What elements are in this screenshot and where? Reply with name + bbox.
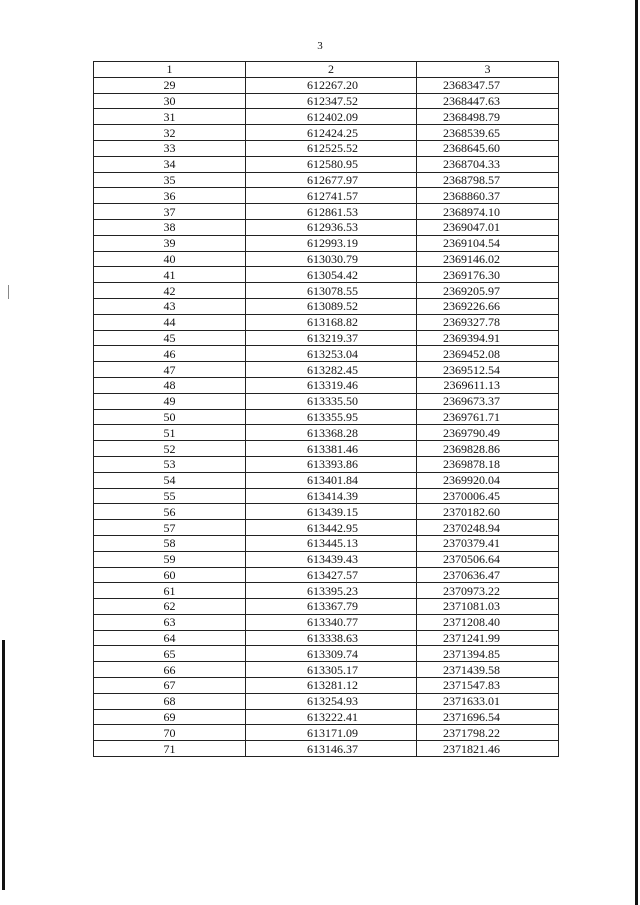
- x-coordinate-cell: 613439.15: [246, 504, 417, 520]
- table-row: [94, 267, 559, 283]
- y-coordinate-cell: 2371798.22: [417, 725, 559, 741]
- point-number-cell: 57: [94, 520, 246, 536]
- table-row: [94, 583, 559, 599]
- point-number-cell: 55: [94, 488, 246, 504]
- x-coordinate-cell: 613089.52: [246, 298, 417, 314]
- y-coordinate-cell: 2369512.54: [417, 362, 559, 378]
- x-coordinate-cell: 613393.86: [246, 456, 417, 472]
- y-coordinate-cell: 2371081.03: [417, 599, 559, 615]
- y-coordinate-cell: 2369176.30: [417, 267, 559, 283]
- table-row: [94, 93, 559, 109]
- x-coordinate-cell: 612861.53: [246, 204, 417, 220]
- table-row: [94, 109, 559, 125]
- y-coordinate-cell: 2371208.40: [417, 614, 559, 630]
- table-row: [94, 235, 559, 251]
- x-coordinate-cell: 613146.37: [246, 741, 417, 757]
- table-row: [94, 346, 559, 362]
- x-coordinate-cell: 613401.84: [246, 472, 417, 488]
- point-number-cell: 69: [94, 709, 246, 725]
- y-coordinate-cell: 2368447.63: [417, 93, 559, 109]
- x-coordinate-cell: 613305.17: [246, 662, 417, 678]
- table-header: [94, 62, 559, 78]
- y-coordinate-cell: 2371439.58: [417, 662, 559, 678]
- point-number-cell: 42: [94, 283, 246, 299]
- x-coordinate-cell: 612936.53: [246, 219, 417, 235]
- point-number-cell: 61: [94, 583, 246, 599]
- point-number-cell: 36: [94, 188, 246, 204]
- y-coordinate-cell: 2369104.54: [417, 235, 559, 251]
- table-row: [94, 362, 559, 378]
- scan-edge-left: [2, 640, 5, 890]
- table-row: [94, 77, 559, 93]
- x-coordinate-cell: 612525.52: [246, 140, 417, 156]
- scan-mark: [8, 285, 9, 299]
- point-number-cell: 32: [94, 125, 246, 141]
- y-coordinate-cell: 2371547.83: [417, 678, 559, 694]
- point-number-cell: 67: [94, 678, 246, 694]
- y-coordinate-cell: 2369146.02: [417, 251, 559, 267]
- x-coordinate-cell: 613395.23: [246, 583, 417, 599]
- table-row: [94, 298, 559, 314]
- y-coordinate-cell: 2371696.54: [417, 709, 559, 725]
- table-row: [94, 678, 559, 694]
- x-coordinate-cell: 613030.79: [246, 251, 417, 267]
- x-coordinate-cell: 613442.95: [246, 520, 417, 536]
- table-row: [94, 551, 559, 567]
- point-number-cell: 62: [94, 599, 246, 615]
- y-coordinate-cell: 2369394.91: [417, 330, 559, 346]
- point-number-cell: 41: [94, 267, 246, 283]
- x-coordinate-cell: 613054.42: [246, 267, 417, 283]
- y-coordinate-cell: 2371241.99: [417, 630, 559, 646]
- x-coordinate-cell: 613439.43: [246, 551, 417, 567]
- point-number-cell: 46: [94, 346, 246, 362]
- x-coordinate-cell: 612267.20: [246, 77, 417, 93]
- x-coordinate-cell: 612402.09: [246, 109, 417, 125]
- y-coordinate-cell: 2369920.04: [417, 472, 559, 488]
- point-number-cell: 31: [94, 109, 246, 125]
- x-coordinate-cell: 612741.57: [246, 188, 417, 204]
- table-row: [94, 140, 559, 156]
- x-coordinate-cell: 612993.19: [246, 235, 417, 251]
- column-header-1: 1: [94, 62, 246, 78]
- x-coordinate-cell: 613367.79: [246, 599, 417, 615]
- table-row: [94, 488, 559, 504]
- point-number-cell: 53: [94, 456, 246, 472]
- table-row: [94, 725, 559, 741]
- table-row: [94, 535, 559, 551]
- y-coordinate-cell: 2370006.45: [417, 488, 559, 504]
- y-coordinate-cell: 2368798.57: [417, 172, 559, 188]
- point-number-cell: 50: [94, 409, 246, 425]
- x-coordinate-cell: 613335.50: [246, 393, 417, 409]
- x-coordinate-cell: 613282.45: [246, 362, 417, 378]
- table-row: [94, 204, 559, 220]
- point-number-cell: 64: [94, 630, 246, 646]
- y-coordinate-cell: 2371821.46: [417, 741, 559, 757]
- y-coordinate-cell: 2369790.49: [417, 425, 559, 441]
- point-number-cell: 56: [94, 504, 246, 520]
- y-coordinate-cell: 2369047.01: [417, 219, 559, 235]
- y-coordinate-cell: 2368704.33: [417, 156, 559, 172]
- table-row: [94, 393, 559, 409]
- x-coordinate-cell: 613340.77: [246, 614, 417, 630]
- header-row: [94, 62, 559, 78]
- x-coordinate-cell: 613281.12: [246, 678, 417, 694]
- column-header-2: 2: [246, 62, 417, 78]
- x-coordinate-cell: 613368.28: [246, 425, 417, 441]
- point-number-cell: 33: [94, 140, 246, 156]
- x-coordinate-cell: 613355.95: [246, 409, 417, 425]
- table-row: [94, 409, 559, 425]
- table-row: [94, 599, 559, 615]
- y-coordinate-cell: 2370973.22: [417, 583, 559, 599]
- y-coordinate-cell: 2369452.08: [417, 346, 559, 362]
- table-row: [94, 219, 559, 235]
- y-coordinate-cell: 2371633.01: [417, 693, 559, 709]
- table-row: [94, 441, 559, 457]
- y-coordinate-cell: 2370636.47: [417, 567, 559, 583]
- table-row: [94, 662, 559, 678]
- x-coordinate-cell: 613168.82: [246, 314, 417, 330]
- x-coordinate-cell: 613338.63: [246, 630, 417, 646]
- x-coordinate-cell: 613381.46: [246, 441, 417, 457]
- x-coordinate-cell: 613171.09: [246, 725, 417, 741]
- y-coordinate-cell: 2368498.79: [417, 109, 559, 125]
- point-number-cell: 45: [94, 330, 246, 346]
- point-number-cell: 71: [94, 741, 246, 757]
- table-body: [94, 77, 559, 756]
- point-number-cell: 34: [94, 156, 246, 172]
- point-number-cell: 66: [94, 662, 246, 678]
- point-number-cell: 54: [94, 472, 246, 488]
- point-number-cell: 30: [94, 93, 246, 109]
- x-coordinate-cell: 613222.41: [246, 709, 417, 725]
- y-coordinate-cell: 2369226.66: [417, 298, 559, 314]
- y-coordinate-cell: 2368974.10: [417, 204, 559, 220]
- point-number-cell: 59: [94, 551, 246, 567]
- x-coordinate-cell: 613445.13: [246, 535, 417, 551]
- table-row: [94, 567, 559, 583]
- table-row: [94, 425, 559, 441]
- point-number-cell: 44: [94, 314, 246, 330]
- point-number-cell: 68: [94, 693, 246, 709]
- point-number-cell: 51: [94, 425, 246, 441]
- y-coordinate-cell: 2369327.78: [417, 314, 559, 330]
- x-coordinate-cell: 612347.52: [246, 93, 417, 109]
- y-coordinate-cell: 2370379.41: [417, 535, 559, 551]
- y-coordinate-cell: 2368645.60: [417, 140, 559, 156]
- point-number-cell: 37: [94, 204, 246, 220]
- x-coordinate-cell: 613219.37: [246, 330, 417, 346]
- point-number-cell: 65: [94, 646, 246, 662]
- x-coordinate-cell: 613427.57: [246, 567, 417, 583]
- y-coordinate-cell: 2370248.94: [417, 520, 559, 536]
- table-row: [94, 251, 559, 267]
- point-number-cell: 43: [94, 298, 246, 314]
- table-row: [94, 709, 559, 725]
- point-number-cell: 52: [94, 441, 246, 457]
- table-row: [94, 314, 559, 330]
- y-coordinate-cell: 2369611.13: [417, 377, 559, 393]
- point-number-cell: 48: [94, 377, 246, 393]
- table-row: [94, 504, 559, 520]
- table-row: [94, 156, 559, 172]
- point-number-cell: 39: [94, 235, 246, 251]
- y-coordinate-cell: 2371394.85: [417, 646, 559, 662]
- table-row: [94, 377, 559, 393]
- x-coordinate-cell: 613309.74: [246, 646, 417, 662]
- x-coordinate-cell: 613078.55: [246, 283, 417, 299]
- point-number-cell: 35: [94, 172, 246, 188]
- table-row: [94, 741, 559, 757]
- y-coordinate-cell: 2368347.57: [417, 77, 559, 93]
- table-row: [94, 693, 559, 709]
- column-header-3: 3: [417, 62, 559, 78]
- table-row: [94, 630, 559, 646]
- y-coordinate-cell: 2368860.37: [417, 188, 559, 204]
- y-coordinate-cell: 2369761.71: [417, 409, 559, 425]
- y-coordinate-cell: 2370182.60: [417, 504, 559, 520]
- x-coordinate-cell: 612580.95: [246, 156, 417, 172]
- point-number-cell: 60: [94, 567, 246, 583]
- x-coordinate-cell: 612424.25: [246, 125, 417, 141]
- table-row: [94, 125, 559, 141]
- point-number-cell: 29: [94, 77, 246, 93]
- y-coordinate-cell: 2369205.97: [417, 283, 559, 299]
- point-number-cell: 40: [94, 251, 246, 267]
- y-coordinate-cell: 2369828.86: [417, 441, 559, 457]
- x-coordinate-cell: 613414.39: [246, 488, 417, 504]
- y-coordinate-cell: 2370506.64: [417, 551, 559, 567]
- table-row: [94, 283, 559, 299]
- x-coordinate-cell: 612677.97: [246, 172, 417, 188]
- table-row: [94, 614, 559, 630]
- table-row: [94, 646, 559, 662]
- table-row: [94, 172, 559, 188]
- page-number: 3: [317, 40, 323, 52]
- coordinates-table: [93, 61, 559, 757]
- y-coordinate-cell: 2369878.18: [417, 456, 559, 472]
- point-number-cell: 47: [94, 362, 246, 378]
- point-number-cell: 70: [94, 725, 246, 741]
- table-row: [94, 456, 559, 472]
- x-coordinate-cell: 613319.46: [246, 377, 417, 393]
- table-row: [94, 472, 559, 488]
- y-coordinate-cell: 2369673.37: [417, 393, 559, 409]
- x-coordinate-cell: 613254.93: [246, 693, 417, 709]
- point-number-cell: 38: [94, 219, 246, 235]
- scan-edge-right: [635, 0, 638, 905]
- point-number-cell: 63: [94, 614, 246, 630]
- table-row: [94, 188, 559, 204]
- table-row: [94, 520, 559, 536]
- point-number-cell: 58: [94, 535, 246, 551]
- point-number-cell: 49: [94, 393, 246, 409]
- y-coordinate-cell: 2368539.65: [417, 125, 559, 141]
- x-coordinate-cell: 613253.04: [246, 346, 417, 362]
- table-row: [94, 330, 559, 346]
